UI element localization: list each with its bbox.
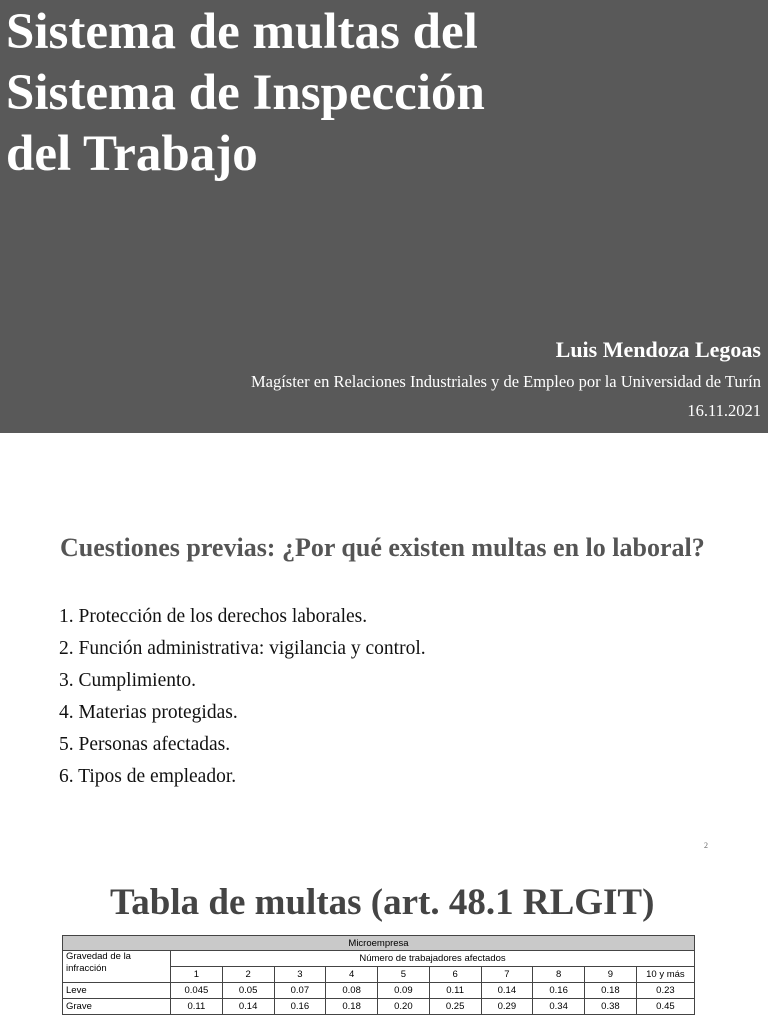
column-header: 7	[481, 967, 533, 983]
table-caption: Microempresa	[63, 936, 695, 951]
table-cell: 0.11	[429, 983, 481, 999]
column-header: 9	[585, 967, 637, 983]
column-header: 10 y más	[636, 967, 694, 983]
table-cell: 0.045	[171, 983, 223, 999]
title-line: del Trabajo	[6, 126, 258, 182]
table-row	[63, 999, 695, 1015]
author-affiliation: Magíster en Relaciones Industriales y de Empleo por la Universidad de Turín	[250, 372, 761, 391]
table-cell: 0.29	[481, 999, 533, 1015]
list-item: 3. Cumplimiento.	[59, 670, 197, 691]
table-row	[63, 983, 695, 999]
fines-slide	[0, 863, 768, 1024]
list-item: 5. Personas afectadas.	[59, 734, 231, 755]
column-header: 3	[274, 967, 326, 983]
table-cell: 0.11	[171, 999, 223, 1015]
table-cell: 0.23	[636, 983, 694, 999]
author-name: Luis Mendoza Legoas	[555, 337, 761, 362]
table-cell: 0.14	[481, 983, 533, 999]
table-cell: 0.08	[326, 983, 378, 999]
title-slide	[0, 0, 768, 433]
title-line: Sistema de Inspección	[6, 65, 485, 121]
slide-heading: Cuestiones previas: ¿Por qué existen multas en lo laboral?	[60, 533, 705, 562]
table-cell: 0.09	[378, 983, 430, 999]
table-cell: 0.34	[533, 999, 585, 1015]
table-cell: 0.16	[533, 983, 585, 999]
list-item: 4. Materias protegidas.	[59, 702, 238, 723]
table-cell: 0.16	[274, 999, 326, 1015]
fines-table	[62, 935, 695, 1015]
column-header: 8	[533, 967, 585, 983]
table-cell: 0.20	[378, 999, 430, 1015]
column-header: 2	[222, 967, 274, 983]
page-number: 2	[704, 841, 708, 850]
list-item: 6. Tipos de empleador.	[59, 766, 237, 787]
table-cell: 0.14	[222, 999, 274, 1015]
row-label: Grave	[63, 999, 171, 1015]
table-cell: 0.25	[429, 999, 481, 1015]
row-label: Leve	[63, 983, 171, 999]
list-item: 2. Función administrativa: vigilancia y control.	[59, 638, 426, 659]
table-cell: 0.38	[585, 999, 637, 1015]
column-header: 4	[326, 967, 378, 983]
list-item: 1. Protección de los derechos laborales.	[59, 606, 368, 627]
table-cell: 0.45	[636, 999, 694, 1015]
table-cell: 0.05	[222, 983, 274, 999]
column-header: 6	[429, 967, 481, 983]
presentation-date: 16.11.2021	[687, 401, 761, 420]
questions-slide	[0, 433, 768, 863]
presentation-title	[6, 2, 606, 185]
column-header: 5	[378, 967, 430, 983]
group-header: Número de trabajadores afectados	[171, 951, 695, 967]
slide-heading: Tabla de multas (art. 48.1 RLGIT)	[110, 882, 655, 923]
table-cell: 0.07	[274, 983, 326, 999]
row-header: Gravedad de la infracción	[63, 951, 171, 983]
reasons-list	[59, 601, 426, 793]
title-line: Sistema de multas del	[6, 4, 478, 60]
column-header: 1	[171, 967, 223, 983]
table-cell: 0.18	[326, 999, 378, 1015]
table-cell: 0.18	[585, 983, 637, 999]
